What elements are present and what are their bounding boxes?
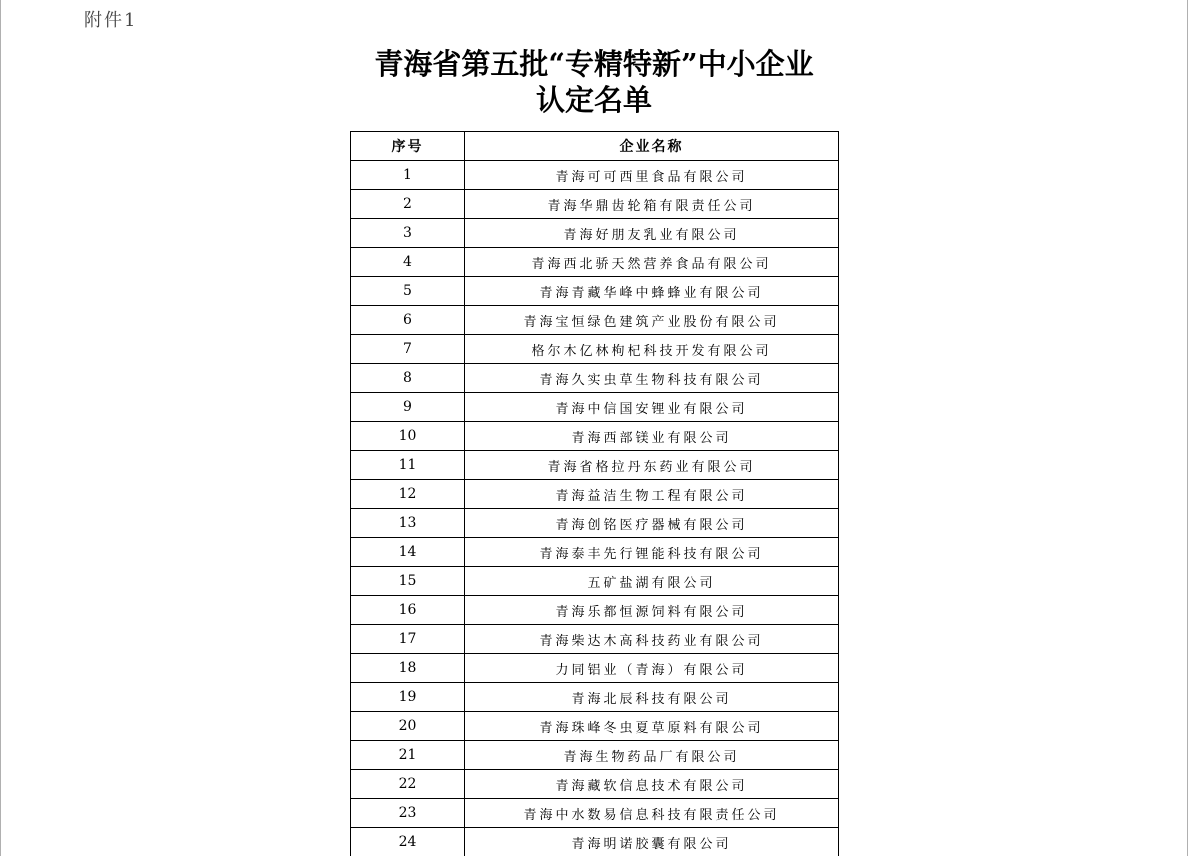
table-row xyxy=(351,770,839,799)
row-serial-number: 6 xyxy=(351,306,465,335)
row-serial-number: 24 xyxy=(351,828,465,856)
header-serial-number: 序号 xyxy=(351,132,465,161)
row-enterprise-name: 青海西北骄天然营养食品有限公司 xyxy=(465,248,839,277)
row-enterprise-name: 青海创铭医疗器械有限公司 xyxy=(465,509,839,538)
row-enterprise-name: 青海省格拉丹东药业有限公司 xyxy=(465,451,839,480)
page-edge-left xyxy=(0,0,1,856)
row-serial-number: 14 xyxy=(351,538,465,567)
table-row xyxy=(351,799,839,828)
row-serial-number: 15 xyxy=(351,567,465,596)
row-serial-number: 5 xyxy=(351,277,465,306)
document-title-line2: 认定名单 xyxy=(535,83,652,117)
row-serial-number: 8 xyxy=(351,364,465,393)
annex-label: 附件1 xyxy=(84,10,138,31)
row-serial-number: 10 xyxy=(351,422,465,451)
row-enterprise-name: 青海宝恒绿色建筑产业股份有限公司 xyxy=(465,306,839,335)
enterprise-list-table xyxy=(350,131,839,856)
row-enterprise-name: 青海青藏华峰中蜂蜂业有限公司 xyxy=(465,277,839,306)
row-serial-number: 17 xyxy=(351,625,465,654)
table-row xyxy=(351,596,839,625)
row-enterprise-name: 五矿盐湖有限公司 xyxy=(465,567,839,596)
row-enterprise-name: 青海好朋友乳业有限公司 xyxy=(465,219,839,248)
row-enterprise-name: 青海久实虫草生物科技有限公司 xyxy=(465,364,839,393)
row-enterprise-name: 青海明诺胶囊有限公司 xyxy=(465,828,839,856)
row-serial-number: 1 xyxy=(351,161,465,190)
row-enterprise-name: 青海北辰科技有限公司 xyxy=(465,683,839,712)
row-serial-number: 7 xyxy=(351,335,465,364)
table-row xyxy=(351,567,839,596)
row-serial-number: 22 xyxy=(351,770,465,799)
row-serial-number: 9 xyxy=(351,393,465,422)
row-serial-number: 20 xyxy=(351,712,465,741)
table-row xyxy=(351,277,839,306)
row-enterprise-name: 青海乐都恒源饲料有限公司 xyxy=(465,596,839,625)
table-row xyxy=(351,190,839,219)
table-row xyxy=(351,422,839,451)
row-serial-number: 13 xyxy=(351,509,465,538)
table-row xyxy=(351,654,839,683)
table-row xyxy=(351,480,839,509)
table-row xyxy=(351,248,839,277)
row-enterprise-name: 青海珠峰冬虫夏草原料有限公司 xyxy=(465,712,839,741)
header-enterprise-name: 企业名称 xyxy=(465,132,839,161)
table-row xyxy=(351,335,839,364)
row-enterprise-name: 青海泰丰先行锂能科技有限公司 xyxy=(465,538,839,567)
row-enterprise-name: 青海藏软信息技术有限公司 xyxy=(465,770,839,799)
row-serial-number: 12 xyxy=(351,480,465,509)
table-row xyxy=(351,828,839,856)
row-serial-number: 3 xyxy=(351,219,465,248)
row-enterprise-name: 格尔木亿林枸杞科技开发有限公司 xyxy=(465,335,839,364)
table-row xyxy=(351,451,839,480)
table-row xyxy=(351,161,839,190)
document-title-line1: 青海省第五批“专精特新”中小企业 xyxy=(374,47,814,81)
row-serial-number: 23 xyxy=(351,799,465,828)
row-enterprise-name: 力同铝业（青海）有限公司 xyxy=(465,654,839,683)
table-row xyxy=(351,712,839,741)
row-enterprise-name: 青海中水数易信息科技有限责任公司 xyxy=(465,799,839,828)
row-serial-number: 11 xyxy=(351,451,465,480)
row-enterprise-name: 青海益洁生物工程有限公司 xyxy=(465,480,839,509)
row-enterprise-name: 青海可可西里食品有限公司 xyxy=(465,161,839,190)
row-enterprise-name: 青海中信国安锂业有限公司 xyxy=(465,393,839,422)
row-enterprise-name: 青海生物药品厂有限公司 xyxy=(465,741,839,770)
table-row xyxy=(351,683,839,712)
row-serial-number: 19 xyxy=(351,683,465,712)
table-row xyxy=(351,509,839,538)
table-row xyxy=(351,625,839,654)
row-serial-number: 18 xyxy=(351,654,465,683)
table-row xyxy=(351,538,839,567)
row-serial-number: 21 xyxy=(351,741,465,770)
table-row xyxy=(351,219,839,248)
row-enterprise-name: 青海西部镁业有限公司 xyxy=(465,422,839,451)
table-row xyxy=(351,393,839,422)
table-header-row xyxy=(351,132,839,161)
table-row xyxy=(351,364,839,393)
row-serial-number: 16 xyxy=(351,596,465,625)
row-enterprise-name: 青海柴达木高科技药业有限公司 xyxy=(465,625,839,654)
table-row xyxy=(351,306,839,335)
row-serial-number: 2 xyxy=(351,190,465,219)
row-serial-number: 4 xyxy=(351,248,465,277)
table-row xyxy=(351,741,839,770)
row-enterprise-name: 青海华鼎齿轮箱有限责任公司 xyxy=(465,190,839,219)
